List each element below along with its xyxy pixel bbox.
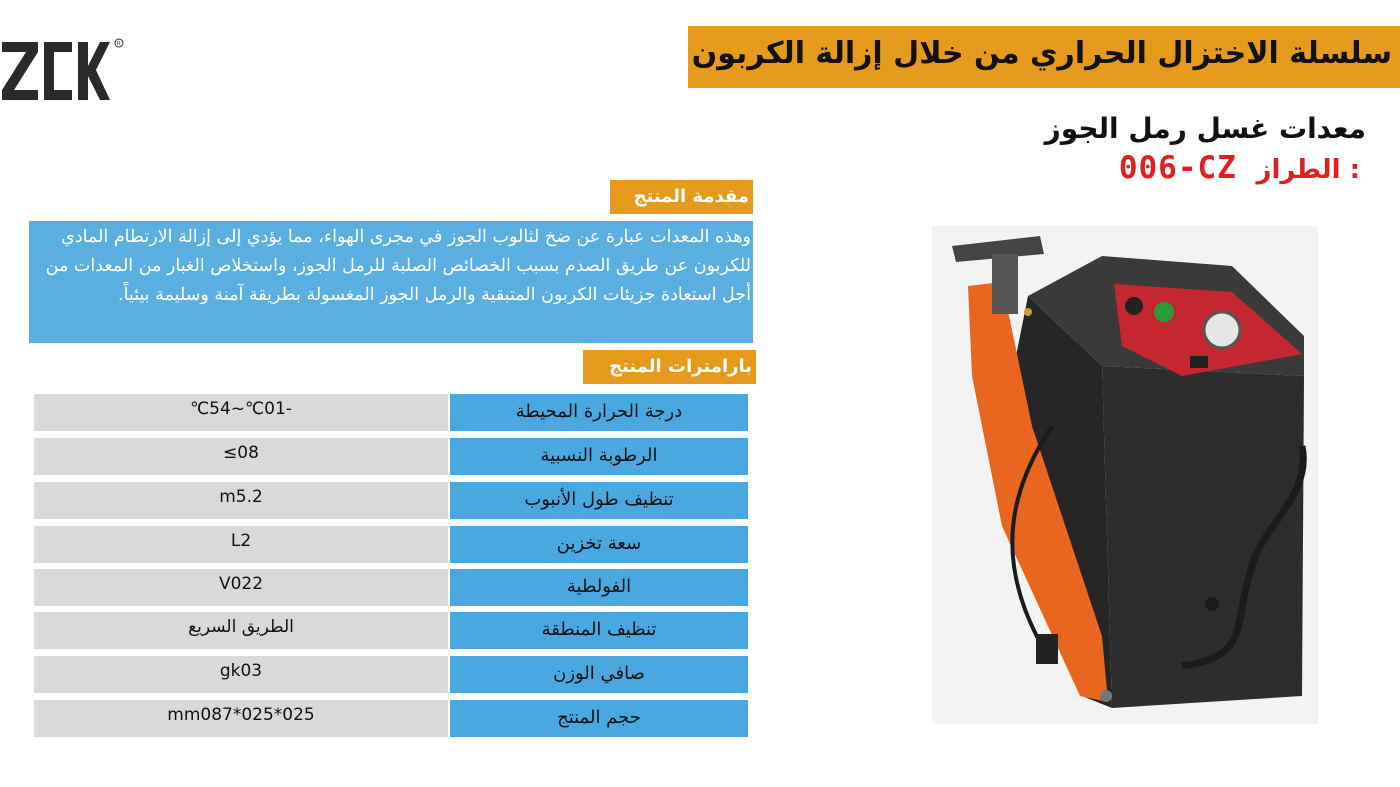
- param-value: V022: [34, 569, 448, 606]
- param-key: سعة تخزين: [450, 526, 748, 563]
- param-key: تنظيف المنطقة: [450, 612, 748, 649]
- param-key: الرطوبة النسبية: [450, 438, 748, 475]
- intro-box: [29, 221, 753, 343]
- title-banner: [688, 26, 1400, 88]
- switch-icon: [1190, 356, 1208, 368]
- product-name: معدات غسل رمل الجوز: [1044, 112, 1366, 145]
- table-row: [34, 394, 750, 431]
- table-row: [34, 482, 750, 519]
- table-row: [34, 569, 750, 606]
- zck-logo: [0, 36, 126, 102]
- params-heading: بارامترات المنتج: [583, 350, 756, 384]
- table-row: [34, 700, 750, 737]
- param-key: درجة الحرارة المحيطة: [450, 394, 748, 431]
- param-value: ≤08: [34, 438, 448, 475]
- param-value: L2: [34, 526, 448, 563]
- param-key: حجم المنتج: [450, 700, 748, 737]
- intro-text: وهذه المعدات عبارة عن ضخ لثالوب الجوز في مجرى الهواء، مما يؤدي إلى إزالة الارتطام المادي للكربون عن طريق الصدم بسبب الخصائص الصلبة للرمل الجوز، واستخلاص الغبار من المعدات من أجل استعادة جزيئات الكربون المتبقية والرمل الجوز المغسولة بطريقة آمنة وسليمة بيئياً.: [45, 227, 751, 305]
- intro-heading: مقدمة المنتج: [610, 180, 753, 214]
- table-row: [34, 612, 750, 649]
- gauge-icon: [1204, 312, 1240, 348]
- table-row: [34, 656, 750, 693]
- param-value: mm087*025*025: [34, 700, 448, 737]
- param-value: ℃54~℃01-: [34, 394, 448, 431]
- param-value: m5.2: [34, 482, 448, 519]
- product-photo: [932, 226, 1318, 724]
- model-label: الطراز :: [1256, 155, 1360, 185]
- table-row: [34, 526, 750, 563]
- model-value: 006-CZ: [1118, 150, 1237, 186]
- green-button-icon: [1154, 302, 1174, 322]
- socket-icon: [1125, 297, 1143, 315]
- param-value: الطريق السريع: [34, 612, 448, 649]
- page-title: سلسلة الاختزال الحراري من خلال إزالة الكربون: [691, 36, 1392, 71]
- model-line: [1119, 150, 1360, 186]
- param-key: الفولطية: [450, 569, 748, 606]
- param-value: gk03: [34, 656, 448, 693]
- table-row: [34, 438, 750, 475]
- param-key: صافي الوزن: [450, 656, 748, 693]
- svg-text:R: R: [117, 41, 121, 47]
- param-key: تنظيف طول الأنبوب: [450, 482, 748, 519]
